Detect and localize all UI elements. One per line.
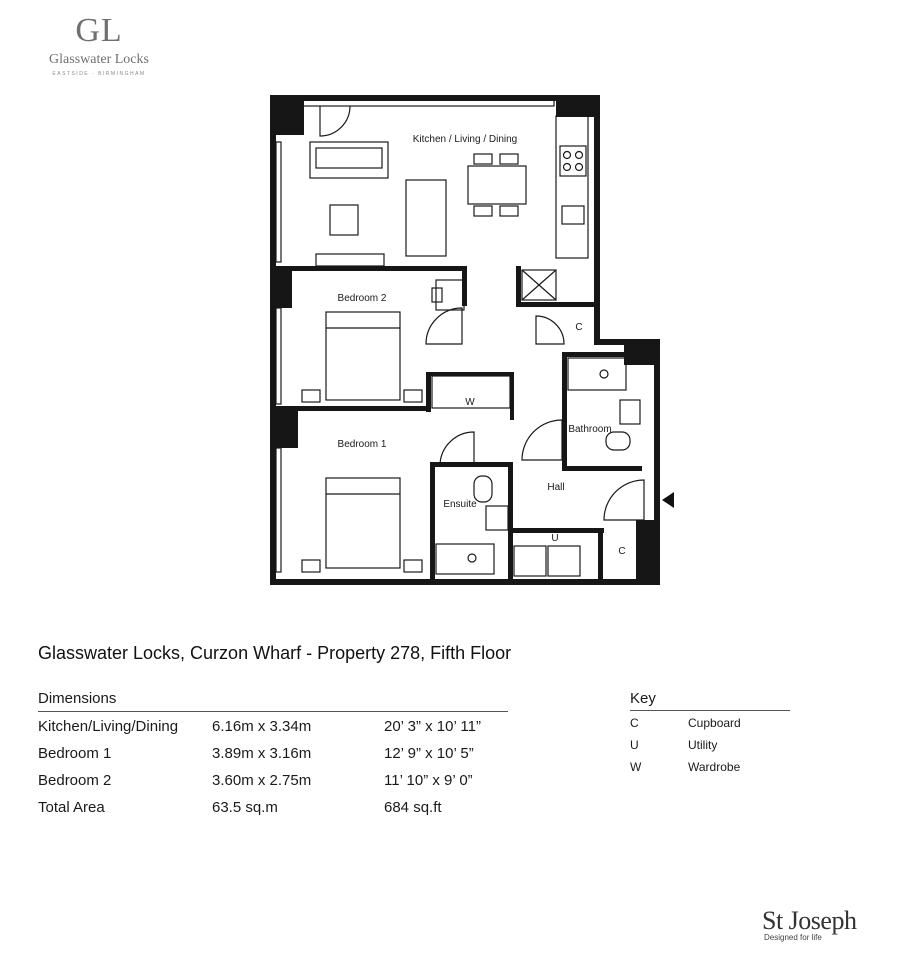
wall	[426, 372, 431, 412]
logo-tagline: EASTSIDE · BIRMINGHAM	[52, 71, 146, 77]
table-row	[38, 766, 508, 793]
dimensions-heading: Dimensions	[38, 690, 508, 712]
tv-unit	[316, 254, 384, 266]
hob-ring	[564, 164, 571, 171]
window-left-living	[276, 142, 281, 262]
bedside-table	[302, 560, 320, 572]
key-label: Cupboard	[688, 716, 741, 730]
dim-imperial: 684 sq.ft	[384, 799, 442, 816]
sofa	[310, 142, 388, 178]
door-swing	[426, 308, 462, 344]
kitchen-counter	[556, 116, 588, 258]
utility-cupboard	[548, 546, 580, 576]
dim-imperial: 11’ 10” x 9’ 0”	[384, 772, 473, 789]
window-left-bedroom1	[276, 448, 281, 572]
column	[270, 95, 304, 135]
bed-bedroom2	[326, 312, 400, 400]
logo-monogram: GL	[75, 12, 123, 49]
wall	[508, 462, 513, 582]
label-cupboard-kitchen: C	[575, 322, 583, 333]
shower-ensuite	[436, 544, 494, 574]
table-row	[38, 739, 508, 766]
wall	[270, 266, 466, 271]
list-item	[630, 755, 790, 777]
wall	[516, 302, 596, 307]
bedside-table	[302, 390, 320, 402]
wall	[270, 406, 430, 411]
developer-tagline: Designed for life	[764, 933, 822, 942]
dim-metric: 6.16m x 3.34m	[212, 718, 312, 735]
dim-metric: 3.60m x 2.75m	[212, 772, 312, 789]
door-swing	[536, 316, 564, 344]
label-wardrobe: W	[465, 397, 475, 408]
door-swing	[522, 420, 562, 460]
label-utility: U	[551, 533, 559, 544]
bed-bedroom1	[326, 478, 400, 568]
basin-bathroom	[620, 400, 640, 424]
wall	[562, 352, 628, 357]
dining-chair	[500, 154, 518, 164]
dining-table	[468, 166, 526, 204]
hob-ring	[576, 164, 583, 171]
bath-drain	[600, 370, 608, 378]
dim-metric: 63.5 sq.m	[212, 799, 278, 816]
hob	[560, 146, 586, 176]
dining-chair	[474, 206, 492, 216]
wall	[270, 95, 276, 585]
table-row	[38, 712, 508, 739]
kitchen-sink	[562, 206, 584, 224]
dim-room: Bedroom 2	[38, 772, 112, 789]
column	[270, 266, 292, 308]
dim-room: Kitchen/Living/Dining	[38, 718, 179, 735]
key-label: Utility	[688, 738, 718, 752]
wall	[516, 266, 521, 306]
wall	[462, 266, 467, 306]
key-heading: Key	[630, 690, 790, 711]
hob-ring	[564, 152, 571, 159]
logo-name: Glasswater Locks	[49, 52, 149, 67]
property-title: Glasswater Locks, Curzon Wharf - Property 278, Fifth Floor	[38, 643, 512, 663]
dim-metric: 3.89m x 3.16m	[212, 745, 312, 762]
table-row	[38, 793, 508, 820]
key-code: W	[630, 760, 642, 774]
wall	[426, 372, 514, 376]
wall	[270, 95, 600, 101]
dim-imperial: 20’ 3” x 10’ 11”	[384, 718, 481, 735]
label-cupboard-hall: C	[618, 546, 626, 557]
dim-imperial: 12’ 9” x 10’ 5”	[384, 745, 474, 762]
wall	[430, 462, 510, 467]
dim-room: Total Area	[38, 799, 105, 816]
coffee-table	[330, 205, 358, 235]
wall	[510, 372, 514, 420]
room-label-bedroom1: Bedroom 1	[337, 439, 387, 450]
list-item	[630, 733, 790, 755]
shower-drain	[468, 554, 476, 562]
desk	[436, 280, 464, 310]
bedside-table	[404, 390, 422, 402]
room-label-kitchen: Kitchen / Living / Dining	[412, 134, 518, 145]
dining-chair	[474, 154, 492, 164]
dim-room: Bedroom 1	[38, 745, 112, 762]
basin-ensuite	[486, 506, 508, 530]
key-code: U	[630, 738, 639, 752]
room-label-bedroom2: Bedroom 2	[337, 293, 387, 304]
developer-name: St Joseph	[762, 906, 857, 935]
entrance-arrow-icon	[662, 492, 674, 508]
sofa-seat	[316, 148, 382, 168]
bath	[568, 358, 626, 390]
hob-ring	[576, 152, 583, 159]
dimensions-table	[38, 690, 508, 820]
wall	[562, 466, 642, 471]
key-code: C	[630, 716, 639, 730]
column	[636, 520, 660, 585]
column	[556, 95, 600, 117]
list-item	[630, 711, 790, 733]
room-label-ensuite: Ensuite	[443, 499, 477, 510]
room-label-bathroom: Bathroom	[568, 424, 612, 435]
utility-cupboard	[514, 546, 546, 576]
sofa-side	[406, 180, 446, 256]
column	[624, 339, 660, 365]
desk-chair	[432, 288, 442, 302]
developer-logo	[762, 906, 872, 942]
column	[270, 408, 298, 448]
toilet-ensuite	[474, 476, 492, 502]
door-swing	[440, 432, 474, 466]
wall	[598, 528, 603, 582]
door-swing	[320, 106, 350, 136]
key-label: Wardrobe	[688, 760, 741, 774]
window-left-bedroom2	[276, 308, 281, 404]
door-swing	[604, 480, 644, 520]
key-legend	[630, 690, 790, 777]
bedside-table	[404, 560, 422, 572]
dining-chair	[500, 206, 518, 216]
room-label-hall: Hall	[547, 482, 565, 493]
wall	[430, 466, 435, 582]
wall	[562, 352, 567, 470]
